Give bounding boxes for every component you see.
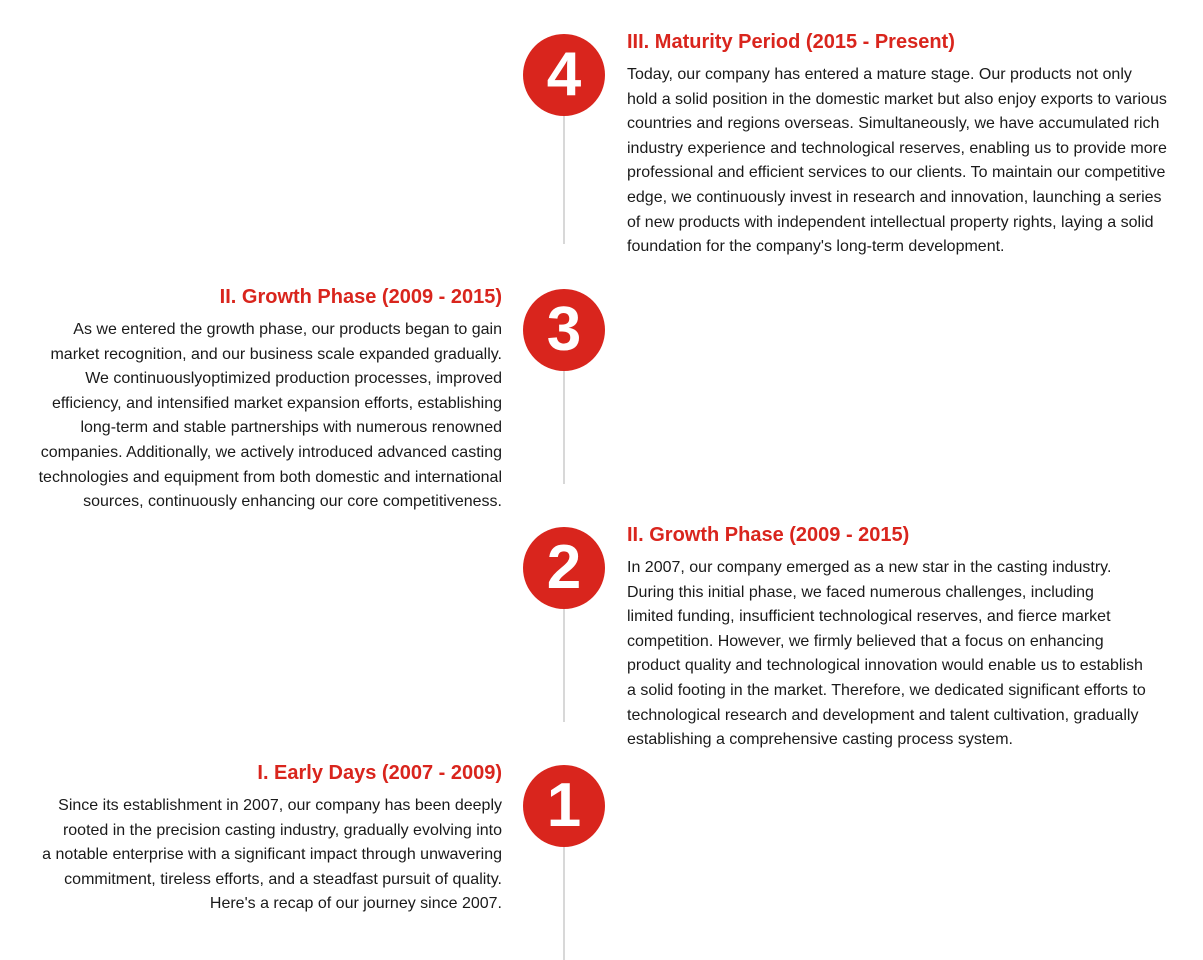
- description-line: a solid footing in the market. Therefore, we dedicated significant efforts to: [627, 681, 1146, 699]
- phase-description: [8, 318, 502, 515]
- phase-number-badge: 1: [523, 765, 605, 847]
- phase-description: [627, 556, 1197, 753]
- description-line: rooted in the precision casting industry, gradually evolving into: [62, 821, 502, 839]
- phase-heading: II. Growth Phase (2009 - 2015): [219, 286, 502, 308]
- description-line: Today, our company has entered a mature stage. Our products not only: [627, 66, 1132, 83]
- timeline-connector: [563, 115, 565, 244]
- description-line: countries and regions overseas. Simultaneously, we have accumulated rich: [627, 115, 1160, 133]
- phase-heading: III. Maturity Period (2015 - Present): [627, 31, 955, 53]
- description-line: limited funding, insufficient technological reserves, and fierce market: [627, 608, 1111, 626]
- description-line: During this initial phase, we faced numerous challenges, including: [627, 583, 1094, 601]
- timeline-entry-early-days: [8, 761, 502, 917]
- description-line: Here's a recap of our journey since 2007.: [209, 895, 502, 913]
- timeline-entry-initial: [627, 523, 1197, 753]
- description-line: foundation for the company's long-term development.: [627, 238, 1005, 256]
- description-line: efficiency, and intensified market expansion efforts, establishing: [51, 394, 502, 412]
- description-line: technological research and development and talent cultivation, gradually: [627, 706, 1139, 724]
- description-line: edge, we continuously invest in research and innovation, launching a series: [627, 188, 1162, 206]
- description-line: As we entered the growth phase, our products began to gain: [73, 321, 502, 338]
- description-line: In 2007, our company emerged as a new star in the casting industry.: [627, 559, 1112, 576]
- description-line: industry experience and technological reserves, enabling us to provide more: [627, 139, 1167, 157]
- timeline-connector: [563, 370, 565, 484]
- phase-number-badge: 4: [523, 34, 605, 116]
- description-line: We continuouslyoptimized production processes, improved: [85, 370, 502, 388]
- timeline-connector: [563, 845, 565, 960]
- timeline-entry-growth: [8, 285, 502, 515]
- description-line: a notable enterprise with a significant impact through unwavering: [42, 846, 502, 864]
- description-line: commitment, tireless efforts, and a steadfast pursuit of quality.: [64, 870, 502, 888]
- description-line: hold a solid position in the domestic market but also enjoy exports to various: [627, 90, 1167, 108]
- timeline-entry-maturity: [627, 30, 1197, 260]
- description-line: of new products with independent intellectual property rights, laying a solid: [627, 213, 1154, 231]
- description-line: companies. Additionally, we actively introduced advanced casting: [40, 443, 502, 461]
- description-line: long-term and stable partnerships with numerous renowned: [80, 419, 502, 437]
- timeline-connector: [563, 607, 565, 722]
- description-line: professional and efficient services to our clients. To maintain our competitive: [627, 164, 1166, 182]
- description-line: technologies and equipment from both domestic and international: [38, 468, 502, 486]
- description-line: competition. However, we firmly believed that a focus on enhancing: [627, 632, 1104, 650]
- phase-description: [627, 63, 1197, 260]
- phase-description: [8, 794, 502, 917]
- description-line: sources, continuously enhancing our core competitiveness.: [83, 493, 502, 511]
- phase-number-badge: 2: [523, 527, 605, 609]
- phase-heading: I. Early Days (2007 - 2009): [257, 762, 502, 784]
- description-line: market recognition, and our business scale expanded gradually.: [50, 345, 502, 363]
- description-line: product quality and technological innovation would enable us to establish: [627, 657, 1143, 675]
- description-line: establishing a comprehensive casting process system.: [627, 731, 1013, 749]
- description-line: Since its establishment in 2007, our company has been deeply: [58, 797, 502, 814]
- phase-heading: II. Growth Phase (2009 - 2015): [627, 524, 910, 546]
- phase-number-badge: 3: [523, 289, 605, 371]
